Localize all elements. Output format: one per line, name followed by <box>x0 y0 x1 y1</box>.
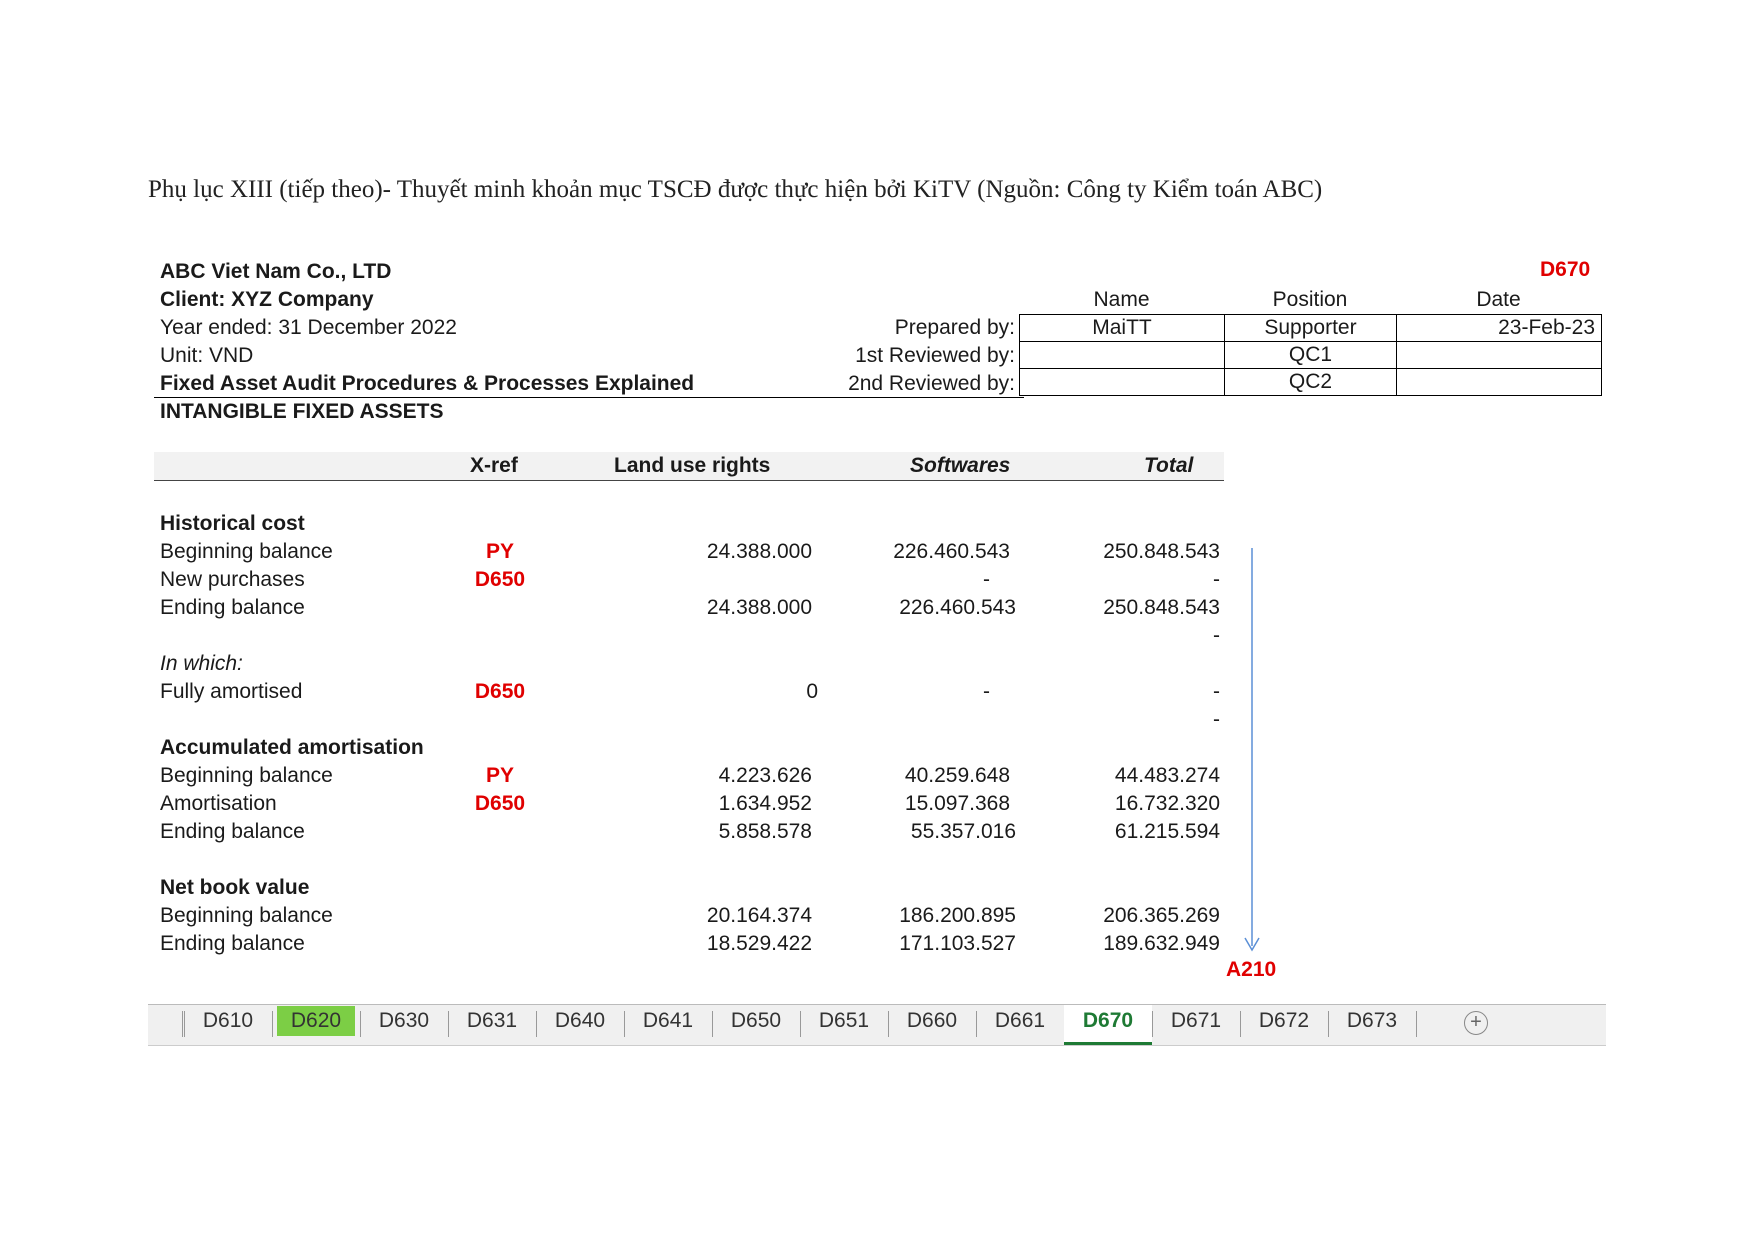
hc-new-xref[interactable]: D650 <box>474 568 526 591</box>
aa-begin-total: 44.483.274 <box>1114 764 1220 787</box>
tab-d660[interactable]: D660 <box>888 1005 976 1045</box>
col-total: Total <box>1144 454 1194 477</box>
nbv-end-land: 18.529.422 <box>706 932 812 955</box>
header-rule <box>154 397 1024 398</box>
col-land-use-rights: Land use rights <box>614 454 771 477</box>
aa-end-soft: 55.357.016 <box>910 820 1016 843</box>
nbv-begin-label: Beginning balance <box>160 904 333 927</box>
tab-d651[interactable]: D651 <box>800 1005 888 1045</box>
hc-new-label: New purchases <box>160 568 305 591</box>
hc-end-soft: 226.460.543 <box>899 596 1016 619</box>
nbv-end-total: 189.632.949 <box>1103 932 1220 955</box>
hc-begin-soft: 226.460.543 <box>893 540 1010 563</box>
prepared-by-date[interactable]: 23-Feb-23 <box>1396 314 1602 342</box>
column-header-row <box>154 452 1224 481</box>
tab-d650[interactable]: D650 <box>712 1005 800 1045</box>
tab-d630[interactable]: D630 <box>360 1005 448 1045</box>
review-col-date: Date <box>1476 288 1521 311</box>
aa-amort-total: 16.732.320 <box>1114 792 1220 815</box>
fully-amortised-land: 0 <box>806 680 818 703</box>
aa-end-label: Ending balance <box>160 820 305 843</box>
nbv-begin-total: 206.365.269 <box>1103 904 1220 927</box>
hc-begin-total: 250.848.543 <box>1103 540 1220 563</box>
nbv-begin-soft: 186.200.895 <box>899 904 1016 927</box>
prepared-by-name[interactable]: MaiTT <box>1019 314 1225 342</box>
review-col-position: Position <box>1272 288 1348 311</box>
prepared-by-label: Prepared by: <box>894 316 1015 339</box>
fully-amortised-soft: - <box>983 680 990 703</box>
arrow-reference[interactable]: A210 <box>1226 958 1277 981</box>
first-reviewed-label: 1st Reviewed by: <box>855 344 1015 367</box>
nbv-begin-land: 20.164.374 <box>706 904 812 927</box>
workpaper-ref: D670 <box>1540 258 1591 281</box>
tab-d670[interactable]: D670 <box>1064 1005 1152 1045</box>
review-col-name: Name <box>1093 288 1150 311</box>
add-sheet-icon[interactable]: + <box>1464 1011 1488 1035</box>
col-softwares: Softwares <box>910 454 1011 477</box>
aa-amort-label: Amortisation <box>160 792 277 815</box>
fully-amortised-label: Fully amortised <box>160 680 303 703</box>
unit: Unit: VND <box>160 344 254 367</box>
down-arrow-icon <box>1240 546 1264 958</box>
section-net-book-value: Net book value <box>160 876 310 899</box>
hc-begin-xref[interactable]: PY <box>485 540 514 563</box>
nbv-end-label: Ending balance <box>160 932 305 955</box>
dash-total-2: - <box>1213 708 1220 731</box>
aa-begin-label: Beginning balance <box>160 764 333 787</box>
hc-end-land: 24.388.000 <box>706 596 812 619</box>
col-xref: X-ref <box>470 454 518 477</box>
nbv-end-soft: 171.103.527 <box>899 932 1016 955</box>
hc-new-total: - <box>1213 568 1220 591</box>
fully-amortised-total: - <box>1213 680 1220 703</box>
aa-end-land: 5.858.578 <box>718 820 812 843</box>
first-reviewed-name[interactable] <box>1019 341 1225 369</box>
aa-end-total: 61.215.594 <box>1114 820 1220 843</box>
tab-d631[interactable]: D631 <box>448 1005 536 1045</box>
tab-d673[interactable]: D673 <box>1328 1005 1416 1045</box>
second-reviewed-date[interactable] <box>1396 368 1602 396</box>
aa-begin-xref[interactable]: PY <box>485 764 514 787</box>
section-historical-cost: Historical cost <box>160 512 305 535</box>
fully-amortised-xref[interactable]: D650 <box>474 680 526 703</box>
second-reviewed-name[interactable] <box>1019 368 1225 396</box>
tab-d641[interactable]: D641 <box>624 1005 712 1045</box>
tab-divider-end <box>1416 1005 1426 1045</box>
first-reviewed-position[interactable]: QC1 <box>1224 341 1397 369</box>
aa-begin-land: 4.223.626 <box>718 764 812 787</box>
firm-name: ABC Viet Nam Co., LTD <box>160 260 392 283</box>
tab-d661[interactable]: D661 <box>976 1005 1064 1045</box>
hc-end-label: Ending balance <box>160 596 305 619</box>
dash-total-1: - <box>1213 624 1220 647</box>
tab-d671[interactable]: D671 <box>1152 1005 1240 1045</box>
year-ended: Year ended: 31 December 2022 <box>160 316 457 339</box>
hc-new-soft: - <box>983 568 990 591</box>
in-which-label: In which: <box>160 652 243 675</box>
second-reviewed-label: 2nd Reviewed by: <box>848 372 1015 395</box>
document-caption: Phụ lục XIII (tiếp theo)- Thuyết minh khoản mục TSCĐ được thực hiện bởi KiTV (Nguồn: Công ty Kiểm toán ABC) <box>148 176 1323 203</box>
hc-begin-label: Beginning balance <box>160 540 333 563</box>
aa-amort-xref[interactable]: D650 <box>474 792 526 815</box>
first-reviewed-date[interactable] <box>1396 341 1602 369</box>
section-accumulated-amortisation: Accumulated amortisation <box>160 736 424 759</box>
tab-d640[interactable]: D640 <box>536 1005 624 1045</box>
tab-d610[interactable]: D610 <box>184 1005 272 1045</box>
sheet-tab-bar <box>148 1004 1606 1046</box>
prepared-by-position[interactable]: Supporter <box>1224 314 1397 342</box>
second-reviewed-position[interactable]: QC2 <box>1224 368 1397 396</box>
hc-begin-land: 24.388.000 <box>706 540 812 563</box>
aa-amort-soft: 15.097.368 <box>904 792 1010 815</box>
workpaper-title: Fixed Asset Audit Procedures & Processes Explained <box>160 372 695 395</box>
aa-begin-soft: 40.259.648 <box>904 764 1010 787</box>
hc-end-total: 250.848.543 <box>1103 596 1220 619</box>
aa-amort-land: 1.634.952 <box>718 792 812 815</box>
client-name: Client: XYZ Company <box>160 288 374 311</box>
section-title: INTANGIBLE FIXED ASSETS <box>160 400 444 423</box>
tab-d620[interactable]: D620 <box>272 1005 360 1045</box>
tab-d672[interactable]: D672 <box>1240 1005 1328 1045</box>
